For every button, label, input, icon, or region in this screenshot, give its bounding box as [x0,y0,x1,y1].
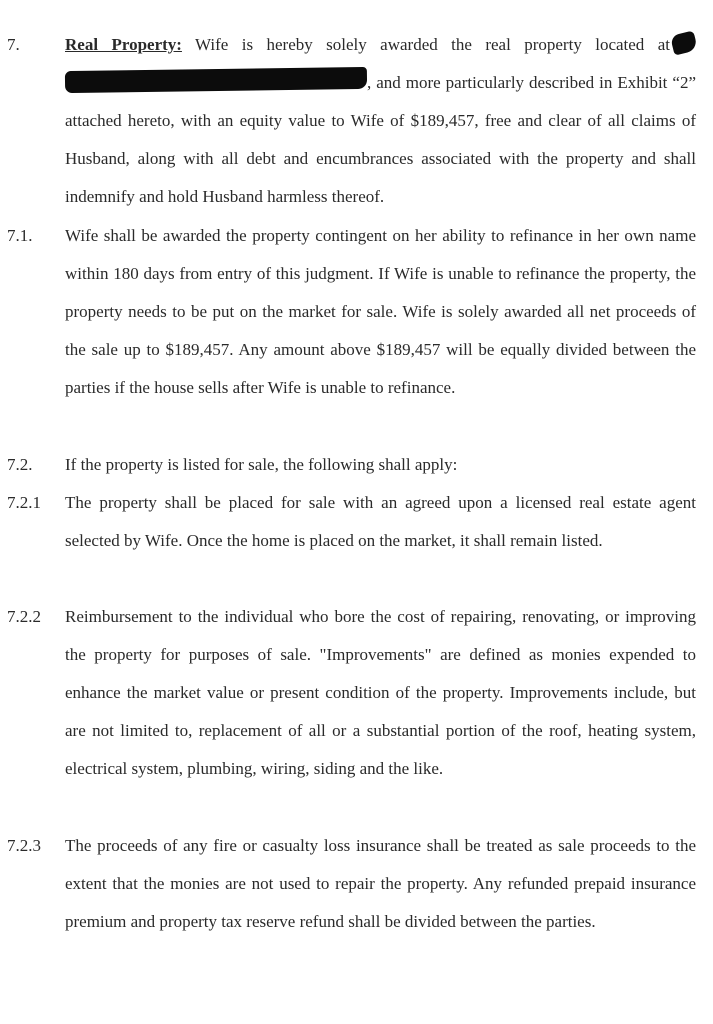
redaction-bar [65,67,367,93]
section-number: 7.2.2 [7,607,41,626]
section-text: If the property is listed for sale, the following shall apply: [65,455,458,474]
section-text-part2: , and more particularly described in Exhibit “2” attached hereto, with an equity value to Wife of $189,457, free and clear of all claims of Husband, along with all debt and encumbrances associated with the property and shall indemnify and hold Husband harmless thereof. [65,73,696,207]
section-text-part1: Wife is hereby solely awarded the real property located at [181,35,670,54]
section-body [65,26,696,216]
section-heading: Real Property: [65,35,182,54]
section-number: 7.1. [7,226,33,245]
section-text: The proceeds of any fire or casualty loss insurance shall be treated as sale proceeds to the extent that the monies are not used to repair the property. Any refunded prepaid insurance premium and property tax reserve refund shall be divided between the parties. [65,836,696,932]
section-text: Wife shall be awarded the property contingent on her ability to refinance in her own name within 180 days from entry of this judgment. If Wife is unable to refinance the property, the property needs to be put on the market for sale. Wife is solely awarded all net proceeds of the sale up to $189,457. Any amount above $189,457 will be equally divided between the parties if the house sells after Wife is unable to refinance. [65,226,696,398]
redaction-mark [670,30,698,55]
section-number: 7. [7,35,20,54]
section-text: Reimbursement to the individual who bore the cost of repairing, renovating, or improving the property for purposes of sale. "Improvements" are defined as monies expended to enhance the market value or present condition of the property. Improvements include, but are not limited to, replacement of all or a substantial portion of the roof, heating system, electrical system, plumbing, wiring, siding and the like. [65,607,696,779]
section-number: 7.2.3 [7,836,41,855]
section-number: 7.2. [7,455,33,474]
section-text: The property shall be placed for sale with an agreed upon a licensed real estate agent selected by Wife. Once the home is placed on the market, it shall remain listed. [65,493,696,551]
section-number: 7.2.1 [7,493,41,512]
